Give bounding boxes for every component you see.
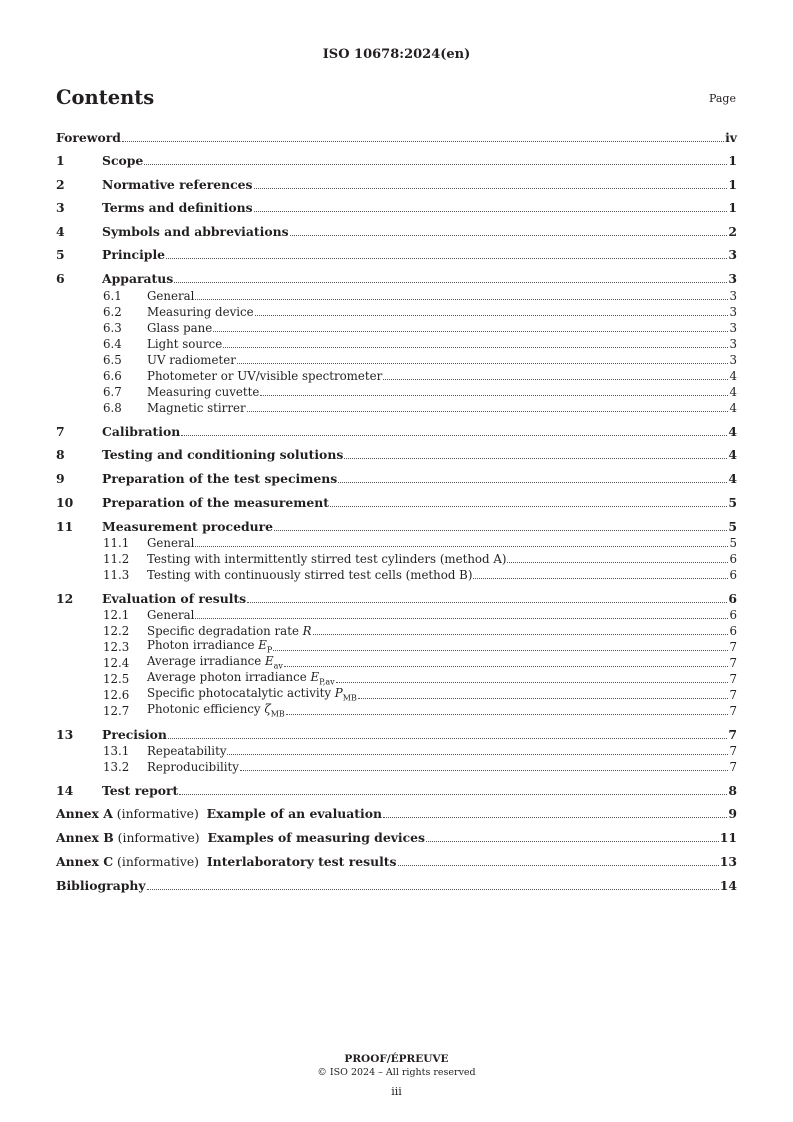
toc-entry[interactable] [56, 592, 737, 606]
toc-subentry[interactable] [56, 701, 737, 718]
toc-page-number: 1 [728, 177, 737, 192]
toc-section-number: 2 [56, 177, 65, 192]
toc-section-number: 3 [56, 200, 65, 215]
toc-page-number: 7 [729, 760, 737, 774]
dot-leader [358, 698, 729, 699]
toc-title-text: Magnetic stirrer [147, 401, 246, 415]
toc-entry[interactable] [56, 201, 737, 215]
toc-section-title [147, 654, 283, 670]
toc-section-title [102, 153, 143, 168]
toc-symbol: P [334, 685, 343, 700]
toc-section-title [56, 130, 121, 145]
toc-title-text: Terms and definitions [102, 200, 253, 215]
toc-page-number: 4 [729, 401, 737, 415]
toc-title-text: Specific photocatalytic activity [147, 685, 335, 700]
dot-leader [195, 618, 728, 619]
toc-section-number: 9 [56, 471, 65, 486]
toc-section-number: 4 [56, 224, 65, 239]
toc-page-number: 7 [729, 672, 737, 686]
toc-section-title [102, 519, 273, 534]
toc-title-text: UV radiometer [147, 353, 236, 367]
toc-page-number: 3 [729, 321, 737, 335]
toc-annex-label [56, 854, 397, 869]
toc-subentry[interactable] [56, 305, 737, 319]
toc-subentry[interactable] [56, 568, 737, 582]
toc-page-number: 8 [728, 783, 737, 798]
toc-section-title [147, 369, 382, 383]
toc-section-number: 6.5 [103, 353, 122, 367]
toc-title-text: Average irradiance [147, 653, 266, 668]
annex-type: (informative) [112, 806, 207, 821]
toc-section-number: 6.6 [103, 369, 122, 383]
toc-title-text: General [147, 608, 195, 622]
annex-title: Interlaboratory test results [206, 854, 397, 869]
toc-subentry[interactable] [56, 401, 737, 415]
toc-page-number: 3 [728, 247, 737, 262]
toc-page-number: 1 [728, 200, 737, 215]
dot-leader [473, 578, 728, 579]
toc-title-text: Preparation of the measurement [102, 495, 329, 510]
annex-type: (informative) [113, 854, 207, 869]
toc-page-number: 7 [728, 727, 737, 742]
toc-entry[interactable] [56, 831, 737, 845]
toc-subentry[interactable] [56, 552, 737, 566]
toc-page-number: 7 [729, 688, 737, 702]
annex-title: Examples of measuring devices [207, 830, 426, 845]
toc-section-title [147, 670, 335, 686]
toc-title-text: Precision [102, 727, 167, 742]
toc-section-title [102, 200, 253, 215]
toc-subentry[interactable] [56, 321, 737, 335]
toc-subentry[interactable] [56, 744, 737, 758]
toc-title-text: Measuring device [147, 305, 254, 319]
toc-section-title [147, 686, 357, 702]
toc-section-title [147, 385, 259, 399]
toc-subentry[interactable] [56, 337, 737, 351]
toc-symbol: E [265, 653, 274, 668]
toc-section-title [102, 447, 343, 462]
toc-section-number: 6.3 [103, 321, 122, 335]
toc-section-number: 6.1 [103, 289, 122, 303]
toc-title-text: Light source [147, 337, 223, 351]
toc-section-number: 1 [56, 153, 65, 168]
toc-entry[interactable] [56, 879, 737, 893]
toc-title-text: Testing with intermittently stirred test cylinders (method A) [147, 552, 507, 566]
toc-subentry[interactable] [56, 385, 737, 399]
toc-section-title [102, 247, 165, 262]
dot-leader [344, 458, 727, 459]
toc-title-text: Average photon irradiance [147, 669, 311, 684]
toc-section-number: 12.1 [103, 608, 130, 622]
toc-section-title [56, 878, 146, 893]
toc-symbol: E [258, 637, 267, 652]
toc-page-number: 6 [728, 591, 737, 606]
toc-entry[interactable] [56, 225, 737, 239]
toc-page-number: 7 [729, 640, 737, 654]
toc-section-title [102, 424, 180, 439]
toc-page-number: 3 [729, 289, 737, 303]
toc-entry[interactable] [56, 496, 737, 510]
toc-page-number: 4 [728, 471, 737, 486]
toc-symbol-subscript: MB [342, 693, 357, 702]
toc-symbol-subscript: P,av [319, 677, 335, 686]
dot-leader [255, 315, 729, 316]
toc-page-number: 4 [728, 447, 737, 462]
toc-title-text: Evaluation of results [102, 591, 247, 606]
toc-page-number: 1 [728, 153, 737, 168]
dot-leader [181, 435, 727, 436]
toc-section-title [102, 471, 337, 486]
dot-leader [240, 770, 729, 771]
toc-title-text: Apparatus [102, 271, 174, 286]
toc-title-text: Testing and conditioning solutions [102, 447, 344, 462]
toc-section-title [147, 536, 194, 550]
toc-page-number: 11 [719, 830, 737, 845]
toc-page-number: 4 [729, 385, 737, 399]
toc-section-title [147, 760, 239, 774]
toc-section-title [102, 495, 329, 510]
toc-section-title [147, 568, 472, 582]
toc-subentry[interactable] [56, 760, 737, 774]
toc-subentry[interactable] [56, 685, 737, 702]
toc-title-text: Specific degradation rate [147, 624, 303, 638]
toc-page-number: 9 [728, 806, 737, 821]
toc-section-title [102, 783, 178, 798]
toc-entry[interactable] [56, 131, 737, 145]
toc-page-number: 6 [729, 608, 737, 622]
toc-title-text: Normative references [102, 177, 253, 192]
toc-entry[interactable] [56, 448, 737, 462]
toc-subentry[interactable] [56, 637, 737, 654]
toc-section-title [147, 353, 236, 367]
dot-leader [290, 235, 728, 236]
toc-section-title [147, 608, 194, 622]
dot-leader [383, 817, 727, 818]
toc-title-text: Preparation of the test specimens [102, 471, 338, 486]
dot-leader [260, 395, 728, 396]
toc-section-number: 12.2 [103, 624, 130, 638]
toc-subentry[interactable] [56, 624, 737, 638]
toc-section-number: 13 [56, 727, 74, 742]
annex-id: Annex C [56, 854, 114, 869]
dot-leader [227, 754, 728, 755]
toc-section-title [102, 271, 173, 286]
toc-page-number: 6 [729, 568, 737, 582]
toc-section-number: 6.4 [103, 337, 122, 351]
toc-section-number: 12.3 [103, 640, 130, 654]
toc-section-title [147, 337, 222, 351]
toc-title-text: Photometer or UV/visible spectrometer [147, 369, 383, 383]
toc-section-number: 14 [56, 783, 74, 798]
toc-page-number: 6 [729, 552, 737, 566]
toc-entry[interactable] [56, 154, 737, 168]
toc-section-number: 8 [56, 447, 65, 462]
toc-page-number: 3 [729, 305, 737, 319]
toc-section-title [102, 591, 246, 606]
toc-subentry[interactable] [56, 669, 737, 686]
toc-page-number: 3 [729, 353, 737, 367]
toc-section-number: 12.7 [103, 704, 130, 718]
toc-section-title [147, 289, 194, 303]
dot-leader [336, 682, 729, 683]
toc-subentry[interactable] [56, 608, 737, 622]
toc-section-number: 5 [56, 247, 65, 262]
toc-title-text: Bibliography [56, 878, 146, 893]
dot-leader [284, 666, 729, 667]
toc-section-number: 6.8 [103, 401, 122, 415]
toc-section-number: 13.1 [103, 744, 130, 758]
dot-leader [330, 506, 727, 507]
toc-entry[interactable] [56, 520, 737, 534]
toc-section-number: 11.1 [103, 536, 130, 550]
toc-section-number: 12.4 [103, 656, 130, 670]
dot-leader [122, 141, 724, 142]
toc-title-text: General [147, 536, 195, 550]
toc-symbol-subscript: P [266, 645, 273, 654]
toc-title-text: Photon irradiance [147, 637, 259, 652]
toc-subentry[interactable] [56, 353, 737, 367]
toc-section-number: 12.6 [103, 688, 130, 702]
dot-leader [237, 363, 729, 364]
toc-section-title [147, 744, 226, 758]
toc-title-text: Test report [102, 783, 179, 798]
toc-subentry[interactable] [56, 536, 737, 550]
toc-section-number: 6.2 [103, 305, 122, 319]
toc-section-title [147, 552, 506, 566]
toc-page-number: 2 [728, 224, 737, 239]
toc-title-text: Reproducibility [147, 760, 239, 774]
toc-title-text: Photonic efficiency [147, 701, 265, 716]
toc-section-number: 13.2 [103, 760, 130, 774]
dot-leader [273, 650, 728, 651]
toc-title-text: Principle [102, 247, 166, 262]
toc-page-number: 5 [728, 519, 737, 534]
toc-section-number: 11 [56, 519, 74, 534]
toc-entry[interactable] [56, 855, 737, 869]
annex-id: Annex B [56, 830, 114, 845]
toc-page-number: 7 [729, 656, 737, 670]
toc-symbol: R [302, 624, 312, 638]
toc-symbol-subscript: MB [270, 709, 285, 718]
toc-section-title [147, 401, 246, 415]
toc-title-text: Foreword [56, 130, 121, 145]
dot-leader [247, 602, 727, 603]
toc-section-number: 12 [56, 591, 74, 606]
dot-leader [147, 889, 719, 890]
page-column-label: Page [708, 92, 736, 105]
toc-section-number: 6.7 [103, 385, 122, 399]
toc-page-number: 3 [729, 337, 737, 351]
toc-page-number: 3 [728, 271, 737, 286]
toc-page-number: 14 [719, 878, 737, 893]
toc-entry[interactable] [56, 425, 737, 439]
document-id-header: ISO 10678:2024(en) [322, 47, 471, 62]
toc-symbol: ζ [264, 701, 271, 716]
toc-section-number: 7 [56, 424, 65, 439]
dot-leader [383, 379, 728, 380]
dot-leader [174, 282, 727, 283]
toc-section-number: 10 [56, 495, 74, 510]
toc-entry[interactable] [56, 784, 737, 798]
toc-title-text: Calibration [102, 424, 181, 439]
dot-leader [144, 164, 727, 165]
dot-leader [254, 188, 728, 189]
toc-page-number: 5 [728, 495, 737, 510]
toc-title-text: Symbols and abbreviations [102, 224, 289, 239]
toc-subentry[interactable] [56, 369, 737, 383]
proof-label: PROOF/ÉPREUVE [344, 1053, 449, 1065]
toc-section-title [102, 727, 167, 742]
toc-page-number: 4 [728, 424, 737, 439]
toc-page-number: 7 [729, 704, 737, 718]
toc-title-text: General [147, 289, 195, 303]
dot-leader [166, 258, 727, 259]
toc-page-number: 6 [729, 624, 737, 638]
dot-leader [223, 347, 728, 348]
toc-section-title [147, 321, 212, 335]
toc-section-number: 12.5 [103, 672, 130, 686]
toc-page-number: 4 [729, 369, 737, 383]
toc-section-title [102, 177, 253, 192]
toc-entry[interactable] [56, 807, 737, 821]
toc-entry[interactable] [56, 728, 737, 742]
toc-symbol: E [310, 669, 320, 684]
toc-annex-label [56, 830, 425, 845]
dot-leader [398, 865, 719, 866]
dot-leader [195, 546, 728, 547]
dot-leader [286, 714, 729, 715]
toc-subentry[interactable] [56, 289, 737, 303]
toc-subentry[interactable] [56, 653, 737, 670]
annex-id: Annex A [56, 806, 113, 821]
toc-section-number: 11.3 [103, 568, 130, 582]
toc-section-number: 11.2 [103, 552, 130, 566]
toc-page-number: iv [725, 130, 737, 145]
page-title: Contents [56, 86, 155, 109]
dot-leader [254, 211, 728, 212]
dot-leader [213, 331, 728, 332]
toc-section-title [102, 224, 289, 239]
dot-leader [313, 634, 729, 635]
toc-entry[interactable] [56, 248, 737, 262]
toc-section-title [147, 702, 285, 718]
toc-symbol-subscript: av [273, 661, 283, 670]
dot-leader [179, 794, 727, 795]
toc-section-number: 6 [56, 271, 65, 286]
toc-title-text: Scope [102, 153, 144, 168]
annex-title: Example of an evaluation [206, 806, 383, 821]
toc-entry[interactable] [56, 178, 737, 192]
toc-section-title [147, 638, 272, 654]
dot-leader [426, 841, 719, 842]
toc-title-text: Measurement procedure [102, 519, 274, 534]
dot-leader [195, 299, 728, 300]
dot-leader [274, 530, 727, 531]
annex-type: (informative) [113, 830, 208, 845]
toc-title-text: Testing with continuously stirred test cells (method B) [147, 568, 473, 582]
dot-leader [338, 482, 727, 483]
toc-title-text: Measuring cuvette [147, 385, 260, 399]
copyright-notice: © ISO 2024 – All rights reserved [317, 1067, 476, 1078]
toc-title-text: Repeatability [147, 744, 227, 758]
page-number: iii [391, 1085, 402, 1098]
toc-section-title [147, 305, 254, 319]
toc-section-title [147, 624, 312, 638]
toc-page-number: 7 [729, 744, 737, 758]
dot-leader [168, 738, 727, 739]
toc-page-number: 13 [719, 854, 737, 869]
dot-leader [247, 411, 729, 412]
toc-title-text: Glass pane [147, 321, 213, 335]
toc-page-number: 5 [729, 536, 737, 550]
toc-annex-label [56, 806, 382, 821]
toc-entry[interactable] [56, 472, 737, 486]
dot-leader [507, 562, 728, 563]
toc-entry[interactable] [56, 272, 737, 286]
